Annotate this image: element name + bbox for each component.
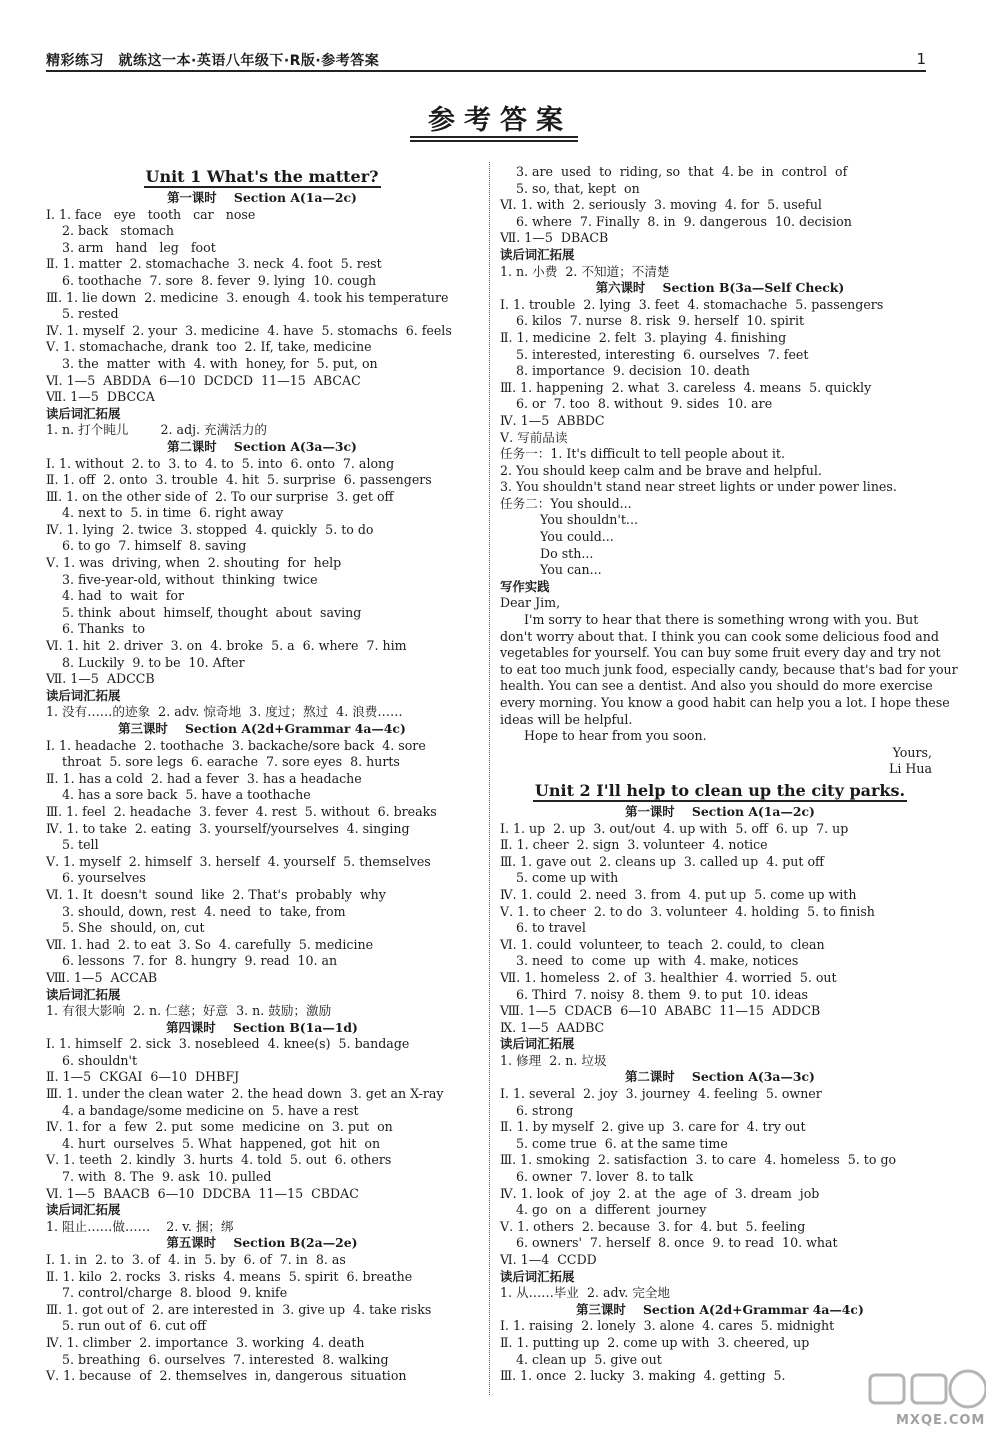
answer-line: Ⅰ. 1. face eye tooth car nose <box>46 206 256 222</box>
answer-line: Do sth... <box>500 545 594 561</box>
answer-line: don't worry about that. I think you can cook some delicious food and <box>500 628 939 644</box>
answer-line: You can... <box>500 562 602 578</box>
page-title: 参考答案 <box>428 105 572 136</box>
answer-line: 6. yourselves <box>46 870 146 886</box>
answer-line: 4. next to 5. in time 6. right away <box>46 505 284 521</box>
answer-line: 5. She should, on, cut <box>46 920 205 936</box>
answer-line: Ⅷ. 1—5 ACCAB <box>46 969 158 985</box>
answer-line: Ⅶ. 1. had 2. to eat 3. So 4. carefully 5. medicine <box>46 936 374 952</box>
lesson-heading: 第四课时 Section B(1a—1d) <box>166 1019 358 1035</box>
answer-line: Ⅵ. 1. hit 2. driver 3. on 4. broke 5. a 6. where 7. him <box>46 638 407 654</box>
answer-line: Ⅴ. 1. myself 2. himself 3. herself 4. yourself 5. themselves <box>46 853 431 869</box>
answer-line: Ⅵ. 1. It doesn't sound like 2. That's probably why <box>46 886 386 902</box>
answer-line: Ⅳ. 1—5 ABBDC <box>500 412 605 428</box>
watermark-icon <box>866 1367 986 1413</box>
subsection-heading: 读后词汇拓展 <box>500 246 575 262</box>
answer-line: 6. lessons 7. for 8. hungry 9. read 10. an <box>46 953 338 969</box>
unit-title-text: Unit 2 I'll help to clean up the city parks. <box>534 780 906 800</box>
unit-title <box>500 778 940 804</box>
lesson-heading: 第一课时 Section A(1a—2c) <box>625 803 815 819</box>
answer-line: Ⅴ. 1. because of 2. themselves in, dangerous situation <box>46 1368 407 1384</box>
answer-line: 6. strong <box>500 1102 574 1118</box>
subsection-heading: 读后词汇拓展 <box>500 1036 575 1052</box>
answer-line: 6. Thanks to <box>46 621 145 637</box>
answer-line: Dear Jim, <box>500 595 561 611</box>
answer-line: Ⅳ. 1. to take 2. eating 3. yourself/yourselves 4. singing <box>46 820 410 836</box>
answer-line: Ⅴ. 1. teeth 2. kindly 3. hurts 4. told 5. out 6. others <box>46 1152 392 1168</box>
answer-line: 5. think about himself, thought about saving <box>46 604 362 620</box>
lesson-heading: 第六课时 Section B(3a—Self Check) <box>595 280 845 296</box>
column-divider <box>489 162 490 1395</box>
answer-line: Ⅳ. 1. look of joy 2. at the age of 3. dream job <box>500 1185 820 1201</box>
answer-line: 6. or 7. too 8. without 9. sides 10. are <box>500 396 773 412</box>
answer-line: Ⅱ. 1. kilo 2. rocks 3. risks 4. means 5. spirit 6. breathe <box>46 1268 413 1284</box>
subsection-heading: 读后词汇拓展 <box>46 687 121 703</box>
answer-line: 1. 修理 2. n. 垃圾 <box>500 1052 607 1068</box>
answer-line: 4. had to wait for <box>46 588 185 604</box>
answer-line: 3. need to come up with 4. make, notices <box>500 953 799 969</box>
answer-line: 4. clean up 5. give out <box>500 1351 662 1367</box>
answer-line: 6. to travel <box>500 920 586 936</box>
answer-line: Ⅵ. 1—4 CCDD <box>500 1252 597 1267</box>
answer-line: 1. 没有……的迹象 2. adv. 惊奇地 3. 度过；熬过 4. 浪费…… <box>46 704 403 720</box>
answer-line: Ⅲ. 1. on the other side of 2. To our surprise 3. get off <box>46 488 394 504</box>
answer-line: 1. 有很大影响 2. n. 仁慈；好意 3. n. 鼓励；激励 <box>46 1003 332 1019</box>
answer-line: Ⅴ. 1. stomachache, drank too 2. If, take, medicine <box>46 339 372 355</box>
answer-line: Ⅳ. 1. could 2. need 3. from 4. put up 5. come up with <box>500 886 857 902</box>
answer-line: 3. the matter with 4. with honey, for 5. put, on <box>46 355 378 371</box>
watermark-logo <box>866 1367 986 1431</box>
subsection-heading: 读后词汇拓展 <box>500 1268 575 1284</box>
left-column <box>46 164 478 1385</box>
answer-line: 3. arm hand leg foot <box>46 239 216 255</box>
lesson-heading: 第二课时 Section A(3a—3c) <box>167 438 357 454</box>
answer-line: 8. importance 9. decision 10. death <box>500 363 750 379</box>
answer-line: 5. breathing 6. ourselves 7. interested 8. walking <box>46 1351 389 1367</box>
answer-line: 4. go on a different journey <box>500 1202 707 1218</box>
answer-line: Ⅲ. 1. feel 2. headache 3. fever 4. rest 5. without 6. breaks <box>46 803 437 819</box>
answer-line: Ⅶ. 1—5 ADCCB <box>46 671 155 687</box>
answer-line: 1. n. 小费 2. 不知道；不清楚 <box>500 263 670 279</box>
answer-line: Ⅱ. 1. by myself 2. give up 3. care for 4. try out <box>500 1119 806 1135</box>
answer-line: 7. with 8. The 9. ask 10. pulled <box>46 1169 272 1185</box>
answer-line: Ⅴ. 1. others 2. because 3. for 4. but 5. feeling <box>500 1218 806 1234</box>
title-underline <box>410 136 578 138</box>
answer-line: 8. Luckily 9. to be 10. After <box>46 654 245 670</box>
header-title: 精彩练习 就练这一本·英语八年级下·R版·参考答案 <box>46 53 380 69</box>
answer-line: throat 5. sore legs 6. earache 7. sore eyes 8. hurts <box>46 754 400 770</box>
answer-line: Ⅱ. 1. putting up 2. come up with 3. cheered, up <box>500 1334 810 1350</box>
answer-line: 6. shouldn't <box>46 1052 138 1068</box>
answer-line: 6. Third 7. noisy 8. them 9. to put 10. ideas <box>500 986 809 1002</box>
answer-line: Ⅱ. 1. medicine 2. felt 3. playing 4. finishing <box>500 329 787 345</box>
answer-line: You shouldn't... <box>500 512 638 528</box>
subsection-heading: 读后词汇拓展 <box>46 1202 121 1218</box>
answer-line: Ⅰ. 1. trouble 2. lying 3. feet 4. stomachache 5. passengers <box>500 296 884 312</box>
answer-line: Ⅰ. 1. raising 2. lonely 3. alone 4. cares 5. midnight <box>500 1318 835 1334</box>
answer-line: 5. tell <box>46 837 99 853</box>
answer-line: Ⅰ. 1. headache 2. toothache 3. backache/sore back 4. sore <box>46 737 426 753</box>
answer-line: Ⅵ. 1. could volunteer, to teach 2. could, to clean <box>500 936 825 952</box>
answer-line: 3. You shouldn't stand near street lights or under power lines. <box>500 479 897 495</box>
right-column <box>500 164 958 1385</box>
answer-line: Ⅴ. 1. to cheer 2. to do 3. volunteer 4. holding 5. to finish <box>500 903 875 919</box>
letter-signoff: Yours, <box>892 744 932 760</box>
answer-line: 4. hurt ourselves 5. What happened, got hit on <box>46 1135 381 1151</box>
answer-line: 3. are used to riding, so that 4. be in control of <box>500 164 848 179</box>
answer-line: Ⅳ. 1. myself 2. your 3. medicine 4. have 5. stomachs 6. feels <box>46 322 452 338</box>
answer-line: Ⅲ. 1. smoking 2. satisfaction 3. to care 4. homeless 5. to go <box>500 1152 897 1168</box>
answer-line: 7. control/charge 8. blood 9. knife <box>46 1285 288 1301</box>
answer-line: 3. should, down, rest 4. need to take, from <box>46 903 346 919</box>
answer-line: Ⅷ. 1—5 CDACB 6—10 ABABC 11—15 ADDCB <box>500 1003 821 1019</box>
answer-line: Ⅰ. 1. in 2. to 3. of 4. in 5. by 6. of 7. in 8. as <box>46 1252 346 1267</box>
title-underline-2 <box>410 140 578 142</box>
answer-line: 任务一：1. It's difficult to tell people about it. <box>500 446 785 462</box>
answer-line: Ⅶ. 1. homeless 2. of 3. healthier 4. worried 5. out <box>500 969 837 985</box>
unit-title-text: Unit 1 What's the matter? <box>145 167 379 186</box>
lesson-heading: 第二课时 Section A(3a—3c) <box>625 1069 815 1085</box>
answer-line: 5. come true 6. at the same time <box>500 1135 728 1151</box>
answer-line: Ⅲ. 1. under the clean water 2. the head down 3. get an X-ray <box>46 1086 444 1102</box>
answer-line: health. You can see a dentist. And also you should do more exercise <box>500 678 933 694</box>
lesson-heading: 第五课时 Section B(2a—2e) <box>166 1235 358 1251</box>
page-number: 1 <box>916 50 926 68</box>
answer-line: 5. rested <box>46 306 119 322</box>
lesson-heading: 第三课时 Section A(2d+Grammar 4a—4c) <box>576 1301 864 1317</box>
lesson-heading: 第一课时 Section A(1a—2c) <box>167 190 357 205</box>
answer-line: Ⅱ. 1. has a cold 2. had a fever 3. has a headache <box>46 770 362 786</box>
answer-line: Ⅵ. 1—5 BAACB 6—10 DDCBA 11—15 CBDAC <box>46 1185 359 1201</box>
answer-line: Ⅱ. 1. off 2. onto 3. trouble 4. hit 5. surprise 6. passengers <box>46 472 432 488</box>
header-rule <box>46 70 926 72</box>
unit-title <box>46 164 478 190</box>
answer-line: 6. kilos 7. nurse 8. risk 9. herself 10. spirit <box>500 313 805 329</box>
subsection-heading: 读后词汇拓展 <box>46 986 121 1002</box>
answer-line: You could... <box>500 529 614 545</box>
subsection-heading: 写作实践 <box>500 578 550 594</box>
subsection-heading: 读后词汇拓展 <box>46 405 121 421</box>
answer-line: 5. come up with <box>500 870 619 886</box>
answer-line: Ⅶ. 1—5 DBCCA <box>46 389 155 405</box>
answer-line: Ⅴ. 写前品读 <box>500 429 568 445</box>
answer-line: 6. owners' 7. herself 8. once 9. to read 10. what <box>500 1235 838 1251</box>
answer-line: 5. run out of 6. cut off <box>46 1318 207 1334</box>
answer-line: Ⅳ. 1. lying 2. twice 3. stopped 4. quickly 5. to do <box>46 521 374 537</box>
answer-line: Ⅰ. 1. up 2. up 3. out/out 4. up with 5. off 6. up 7. up <box>500 820 849 836</box>
answer-line: 6. owner 7. lover 8. to talk <box>500 1169 694 1185</box>
watermark-text: MXQE.COM <box>896 1413 986 1428</box>
answer-line: to eat too much junk food, especially candy, because that's bad for your <box>500 661 958 677</box>
answer-line: 4. has a sore back 5. have a toothache <box>46 787 311 803</box>
answer-line: Ⅱ. 1. matter 2. stomachache 3. neck 4. foot 5. rest <box>46 256 382 272</box>
answer-line: 6. where 7. Finally 8. in 9. dangerous 10. decision <box>500 213 852 229</box>
answer-line: 5. so, that, kept on <box>500 180 640 196</box>
answer-line: Hope to hear from you soon. <box>500 728 707 744</box>
answer-line: vegetables for yourself. You can buy some fruit every day and try not <box>500 645 941 661</box>
answer-line: ideas will be helpful. <box>500 711 633 727</box>
answer-line: Ⅲ. 1. happening 2. what 3. careless 4. means 5. quickly <box>500 379 872 395</box>
answer-line: 任务二：You should... <box>500 495 632 511</box>
answer-line: Ⅲ. 1. got out of 2. are interested in 3. give up 4. take risks <box>46 1301 432 1317</box>
answer-line: Ⅲ. 1. lie down 2. medicine 3. enough 4. took his temperature <box>46 289 449 305</box>
answer-line: Ⅳ. 1. for a few 2. put some medicine on 3. put on <box>46 1119 393 1135</box>
answer-line: 4. a bandage/some medicine on 5. have a rest <box>46 1102 359 1118</box>
answer-line: Ⅰ. 1. several 2. joy 3. journey 4. feeling 5. owner <box>500 1086 822 1102</box>
page-header <box>46 40 926 70</box>
answer-line: Ⅲ. 1. gave out 2. cleans up 3. called up 4. put off <box>500 853 825 869</box>
answer-line: 2. You should keep calm and be brave and helpful. <box>500 462 822 478</box>
answer-line: Ⅰ. 1. himself 2. sick 3. nosebleed 4. knee(s) 5. bandage <box>46 1036 410 1052</box>
answer-line: 1. n. 打个盹儿 2. adj. 充满活力的 <box>46 422 268 438</box>
answer-line: 1. 从……毕业 2. adv. 完全地 <box>500 1285 670 1301</box>
answer-line: Ⅲ. 1. once 2. lucky 3. making 4. getting 5. <box>500 1368 786 1384</box>
answer-line: 5. interested, interesting 6. ourselves 7. feet <box>500 346 809 362</box>
answer-line: Ⅸ. 1—5 AADBC <box>500 1019 605 1035</box>
answer-line: Ⅶ. 1—5 DBACB <box>500 230 609 246</box>
answer-line: Ⅱ. 1. cheer 2. sign 3. volunteer 4. notice <box>500 837 768 853</box>
lesson-heading: 第三课时 Section A(2d+Grammar 4a—4c) <box>118 721 406 736</box>
answer-line: 3. five-year-old, without thinking twice <box>46 571 318 587</box>
answer-line: 6. toothache 7. sore 8. fever 9. lying 10. cough <box>46 272 377 288</box>
answer-line: I'm sorry to hear that there is something wrong with you. But <box>500 612 919 628</box>
answer-line: Ⅳ. 1. climber 2. importance 3. working 4. death <box>46 1334 365 1350</box>
answer-line: 1. 阻止……做…… 2. v. 捆；绑 <box>46 1218 234 1234</box>
answer-line: Ⅱ. 1—5 CKGAI 6—10 DHBFJ <box>46 1069 240 1085</box>
answer-line: 6. to go 7. himself 8. saving <box>46 538 247 554</box>
answer-line: Ⅵ. 1. with 2. seriously 3. moving 4. for 5. useful <box>500 197 822 213</box>
answer-line: every morning. You know a good habit can help you a lot. I hope these <box>500 695 950 710</box>
answer-line: 2. back stomach <box>46 223 175 239</box>
answer-line: Ⅴ. 1. was driving, when 2. shouting for help <box>46 555 342 571</box>
letter-signoff: Li Hua <box>889 761 932 777</box>
answer-line: Ⅰ. 1. without 2. to 3. to 4. to 5. into 6. onto 7. along <box>46 455 395 471</box>
answer-line: Ⅵ. 1—5 ABDDA 6—10 DCDCD 11—15 ABCAC <box>46 372 361 388</box>
